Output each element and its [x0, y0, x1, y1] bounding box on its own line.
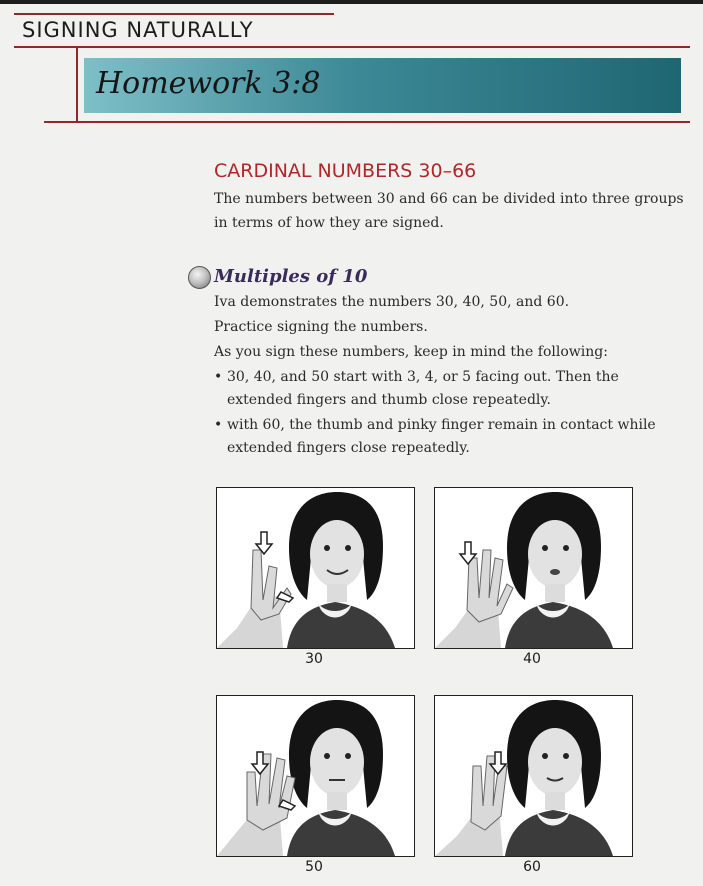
homework-banner	[84, 58, 681, 113]
bullet-line: with 60, the thumb and pinky finger remain in contact while	[227, 417, 656, 433]
instruction-line: Iva demonstrates the numbers 30, 40, 50, and 60.	[214, 294, 570, 310]
instruction-line: As you sign these numbers, keep in mind the following:	[214, 344, 608, 360]
sign-photo-60	[434, 695, 633, 857]
photo-caption: 40	[523, 651, 541, 667]
sign-photo-30	[216, 487, 415, 649]
header-vertical-rule	[76, 46, 78, 122]
photo-caption: 50	[305, 859, 323, 875]
series-title: SIGNING NATURALLY	[22, 18, 254, 42]
bullet-line: extended fingers and thumb close repeatedly.	[227, 392, 551, 408]
sign-photo-40	[434, 487, 633, 649]
homework-title: Homework 3:8	[96, 66, 321, 101]
subsection-heading: Multiples of 10	[214, 266, 368, 287]
bullet-icon: •	[214, 417, 223, 433]
intro-line: The numbers between 30 and 66 can be divided into three groups	[214, 191, 684, 207]
section-intro	[214, 187, 694, 235]
video-disc-icon	[188, 266, 211, 289]
section-heading: CARDINAL NUMBERS 30–66	[214, 160, 477, 182]
intro-line: in terms of how they are signed.	[214, 215, 444, 231]
sign-photo-50	[216, 695, 415, 857]
header-rule-top	[14, 13, 334, 15]
header-rule-bottom	[44, 121, 690, 123]
photo-caption: 30	[305, 651, 323, 667]
bullet-icon: •	[214, 369, 223, 385]
instruction-line: Practice signing the numbers.	[214, 319, 428, 335]
photo-caption: 60	[523, 859, 541, 875]
header-rule-middle	[14, 46, 690, 48]
bullet-line: extended fingers close repeatedly.	[227, 440, 470, 456]
bullet-line: 30, 40, and 50 start with 3, 4, or 5 facing out. Then the	[227, 369, 619, 385]
top-edge-bar	[0, 0, 703, 4]
